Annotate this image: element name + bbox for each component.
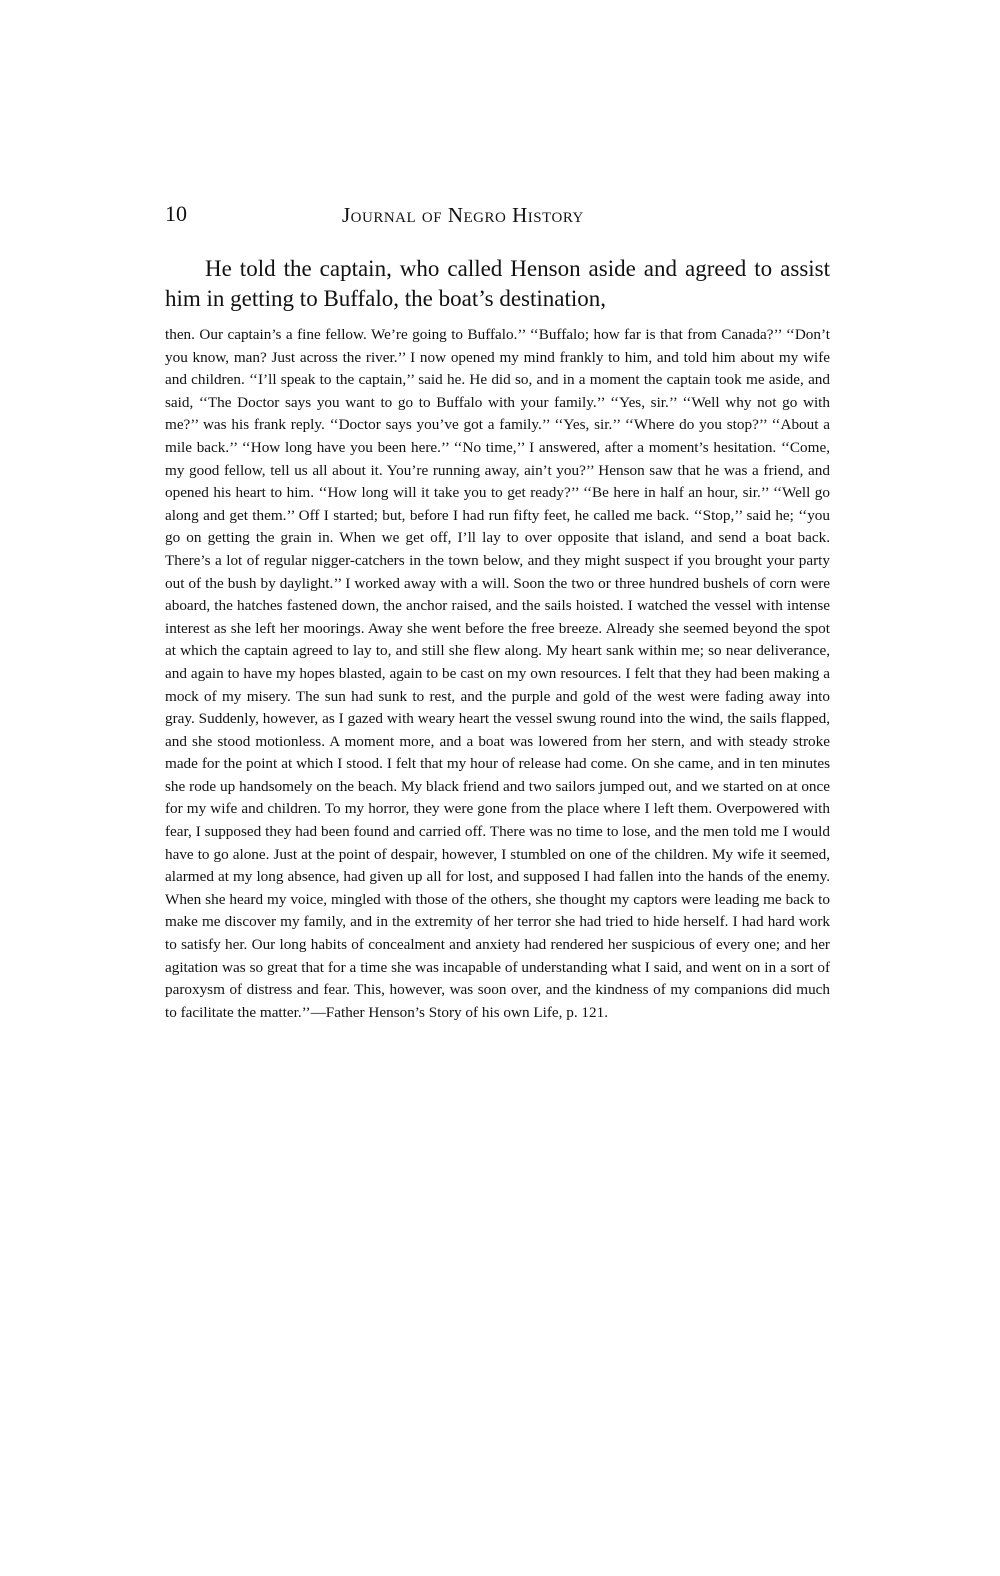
lead-paragraph: He told the captain, who called Henson aside and agreed to assist him in getting to Buffalo, the boat’s destination, xyxy=(165,256,830,311)
page-number: 10 xyxy=(165,201,187,226)
quoted-narrative-paragraph: then. Our captain’s a fine fellow. We’re going to Buffalo.’’ ‘‘Buffalo; how far is that from Canada?’’ ‘‘Don’t you know, man? Just across the river.’’ I now opened my mind frankly to him, and told him about my wife and children. ‘‘I’ll speak to the captain,’’ said he. He did so, and in a moment the captain took me aside, and said, ‘‘The Doctor says you want to go to Buffalo with your family.’’ ‘‘Yes, sir.’’ ‘‘Well why not go with me?’’ was his frank reply. ‘‘Doctor says you’ve got a family.’’ ‘‘Yes, sir.’’ ‘‘Where do you stop?’’ ‘‘About a mile back.’’ ‘‘How long have you been here.’’ ‘‘No time,’’ I answered, after a moment’s hesitation. ‘‘Come, my good fellow, tell us all about it. You’re running away, ain’t you?’’ Henson saw that he was a friend, and opened his heart to him. ‘‘How long will it take you to get ready?’’ ‘‘Be here in half an hour, sir.’’ ‘‘Well go along and get them.’’ Off I started; but, before I had run fifty feet, he called me back. ‘‘Stop,’’ said he; ‘‘you go on getting the grain in. When we get off, I’ll lay to over opposite that island, and send a boat back. There’s a lot of regular nigger-catchers in the town below, and they might suspect if you brought your party out of the bush by daylight.’’ I worked away with a will. Soon the two or three hundred bushels of corn were aboard, the hatches fastened down, the anchor raised, and the sails hoisted. I watched the vessel with intense interest as she left her moorings. Away she went before the free breeze. Already she seemed beyond the spot at which the captain agreed to lay to, and still she flew along. My heart sank within me; so near deliverance, and again to have my hopes blasted, again to be cast on my own resources. I felt that they had been making a mock of my misery. The sun had sunk to rest, and the purple and gold of the west were fading away into gray. Suddenly, however, as I gazed with weary heart the vessel swung round into the wind, the sails flapped, and she stood motionless. A moment more, and a boat was lowered from her stern, and with steady stroke made for the point at which I stood. I felt that my hour of release had come. On she came, and in ten minutes she rode up handsomely on the beach. My black friend and two sailors jumped out, and we started on at once for my wife and children. To my horror, they were gone from the place where I left them. Overpowered with fear, I supposed they had been found and carried off. There was no time to lose, and the men told me I would have to go alone. Just at the point of despair, however, I stumbled on one of the children. My wife it seemed, alarmed at my long absence, had given up all for lost, and supposed I had fallen into the hands of the enemy. When she heard my voice, mingled with those of the others, she thought my captors were leading me back to make me discover my family, and in the extremity of her terror she had tried to hide herself. I had hard work to satisfy her. Our long habits of concealment and anxiety had rendered her suspicious of every one; and her agitation was so great that for a time she was incapable of understanding what I said, and went on in a sort of paroxysm of distress and fear. This, however, was soon over, and the kindness of my companions did much to facilitate the matter.’’—Father Henson’s Story of his own Life, p. 121. xyxy=(165,326,830,1021)
journal-title: Journal of Negro History xyxy=(342,203,584,227)
running-head xyxy=(165,200,830,230)
